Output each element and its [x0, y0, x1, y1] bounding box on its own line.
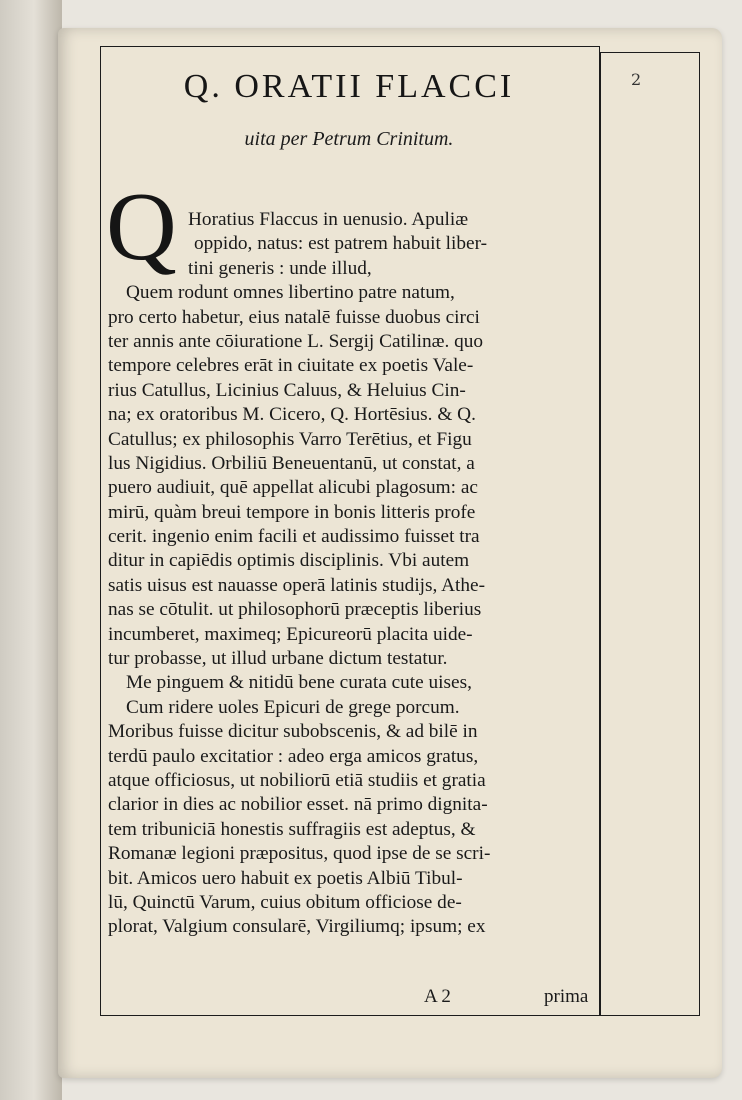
text-line: lus Nigidius. Orbiliū Beneuentanū, ut constat, a — [108, 452, 475, 474]
text-line: nas se cōtulit. ut philosophorū præceptis liberius — [108, 599, 482, 621]
text-line: satis uisus est nauasse operā latinis studijs, Athe- — [108, 574, 486, 596]
book-gutter — [0, 0, 62, 1100]
text-line: tur probasse, ut illud urbane dictum testatur. — [108, 648, 448, 670]
page-title: Q. ORATII FLACCI — [183, 68, 515, 105]
drop-cap: Q — [106, 173, 177, 281]
text-line: plorat, Valgium consularē, Virgiliumq; ipsum; ex — [108, 916, 486, 938]
text-line: tem tribuniciā honestis suffragiis est adeptus, & — [108, 818, 476, 840]
text-line: terdū paulo excitatior : adeo erga amicos gratus, — [108, 745, 479, 767]
text-line: ditur in capiēdis optimis disciplinis. Vbi autem — [108, 550, 470, 572]
text-line: Cum ridere uoles Epicuri de grege porcum. — [126, 696, 460, 718]
text-line: Me pinguem & nitidū bene curata cute uises, — [126, 672, 472, 694]
text-line: oppido, natus: est patrem habuit liber- — [194, 233, 488, 255]
text-line: Quem rodunt omnes libertino patre natum, — [126, 282, 455, 304]
text-line: Catullus; ex philosophis Varro Terētius, et Figu — [108, 428, 472, 450]
text-line: incumberet, maximeq; Epicureorū placita uide- — [108, 623, 473, 645]
text-line: atque officiosus, ut nobiliorū etiā studiis et gratia — [108, 769, 486, 791]
text-line: clarior in dies ac nobilior esset. nā primo dignita- — [108, 794, 488, 816]
text-line: tini generis : unde illud, — [188, 257, 372, 279]
text-line: ter annis ante cōiuratione L. Sergij Catilinæ. quo — [108, 330, 484, 352]
text-line: Moribus fuisse dicitur subobscenis, & ad bilē in — [108, 721, 478, 743]
text-line: mirū, quàm breui tempore in bonis litteris profe — [108, 501, 476, 523]
text-line: puero audiuit, quē appellat alicubi plagosum: ac — [108, 477, 478, 499]
catchword: prima — [544, 986, 589, 1007]
signature-mark: A 2 — [424, 986, 451, 1007]
text-line: Horatius Flaccus in uenusio. Apuliæ — [188, 209, 469, 230]
folio-number: 2 — [631, 70, 642, 89]
margin-column — [600, 52, 700, 1016]
text-line: tempore celebres erāt in ciuitate ex poetis Vale- — [108, 355, 474, 377]
text-line: Romanæ legioni præpositus, quod ipse de se scri- — [108, 843, 491, 865]
text-line: lū, Quinctū Varum, cuius obitum officiose de- — [108, 891, 462, 913]
text-line: rius Catullus, Licinius Caluus, & Heluius Cin- — [108, 379, 466, 401]
body-text — [108, 208, 594, 940]
text-line: cerit. ingenio enim facili et audissimo fuisset tra — [108, 526, 480, 548]
text-line: pro certo habetur, eius natalē fuisse duobus circi — [108, 306, 480, 328]
page-subtitle: uita per Petrum Crinitum. — [244, 128, 454, 150]
text-line: bit. Amicos uero habuit ex poetis Albiū Tibul- — [108, 867, 463, 889]
text-line: na; ex oratoribus M. Cicero, Q. Hortēsius. & Q. — [108, 404, 476, 426]
